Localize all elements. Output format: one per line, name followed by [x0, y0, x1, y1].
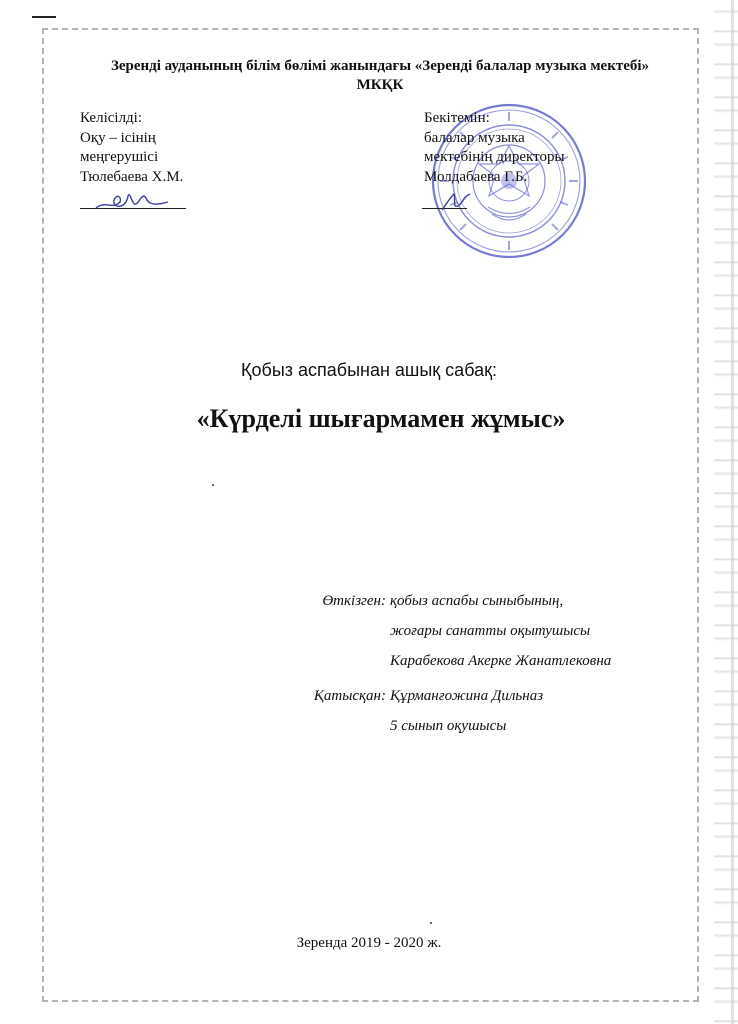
participant-name: Құрманғожина Дильназ — [390, 688, 544, 704]
conducted-line-2: жоғары санатты оқытушысы — [390, 623, 591, 639]
scan-mark — [32, 16, 56, 18]
approval-left-position-2: меңгерушісі — [80, 149, 159, 165]
organization-header: Зеренді ауданының білім бөлімі жанындағы «Зеренді балалар музыка мектебі» МКҚК — [110, 58, 650, 93]
participant-grade: 5 сынып оқушысы — [390, 718, 507, 734]
scan-speck — [212, 484, 214, 486]
approval-right-label: Бекітемін: — [424, 110, 490, 126]
conducted-line-1: қобыз аспабы сыныбының, — [390, 593, 564, 609]
approval-right-block — [424, 109, 565, 187]
signature-left — [92, 186, 172, 216]
lesson-title: «Күрделі шығармамен жұмыс» — [196, 404, 566, 433]
scan-speck — [430, 922, 432, 924]
approval-left-name: Тюлебаева Х.М. — [80, 168, 184, 185]
approval-left-label: Келісілді: — [80, 110, 143, 126]
place-year-footer: Зеренда 2019 - 2020 ж. — [296, 935, 442, 951]
lesson-subject: Қобыз аспабынан ашық сабақ: — [241, 360, 497, 380]
scan-edge-line — [731, 0, 734, 1024]
approval-right-name: Молдабаева Г.Б. — [424, 168, 528, 185]
conducted-label: Өткізген: — [322, 593, 386, 609]
scan-edge-artifact — [714, 0, 738, 1024]
participant-label: Қатысқан: — [313, 688, 386, 704]
approval-left-position-1: Оқу – ісінің — [80, 129, 156, 146]
approval-right-position-1: балалар музыка — [424, 129, 525, 146]
approval-left-block — [80, 109, 183, 187]
approval-right-position-2: мектебінің директоры — [424, 149, 565, 165]
signature-right — [436, 186, 476, 216]
conducted-teacher-name: Карабекова Акерке Жанатлековна — [390, 653, 612, 669]
